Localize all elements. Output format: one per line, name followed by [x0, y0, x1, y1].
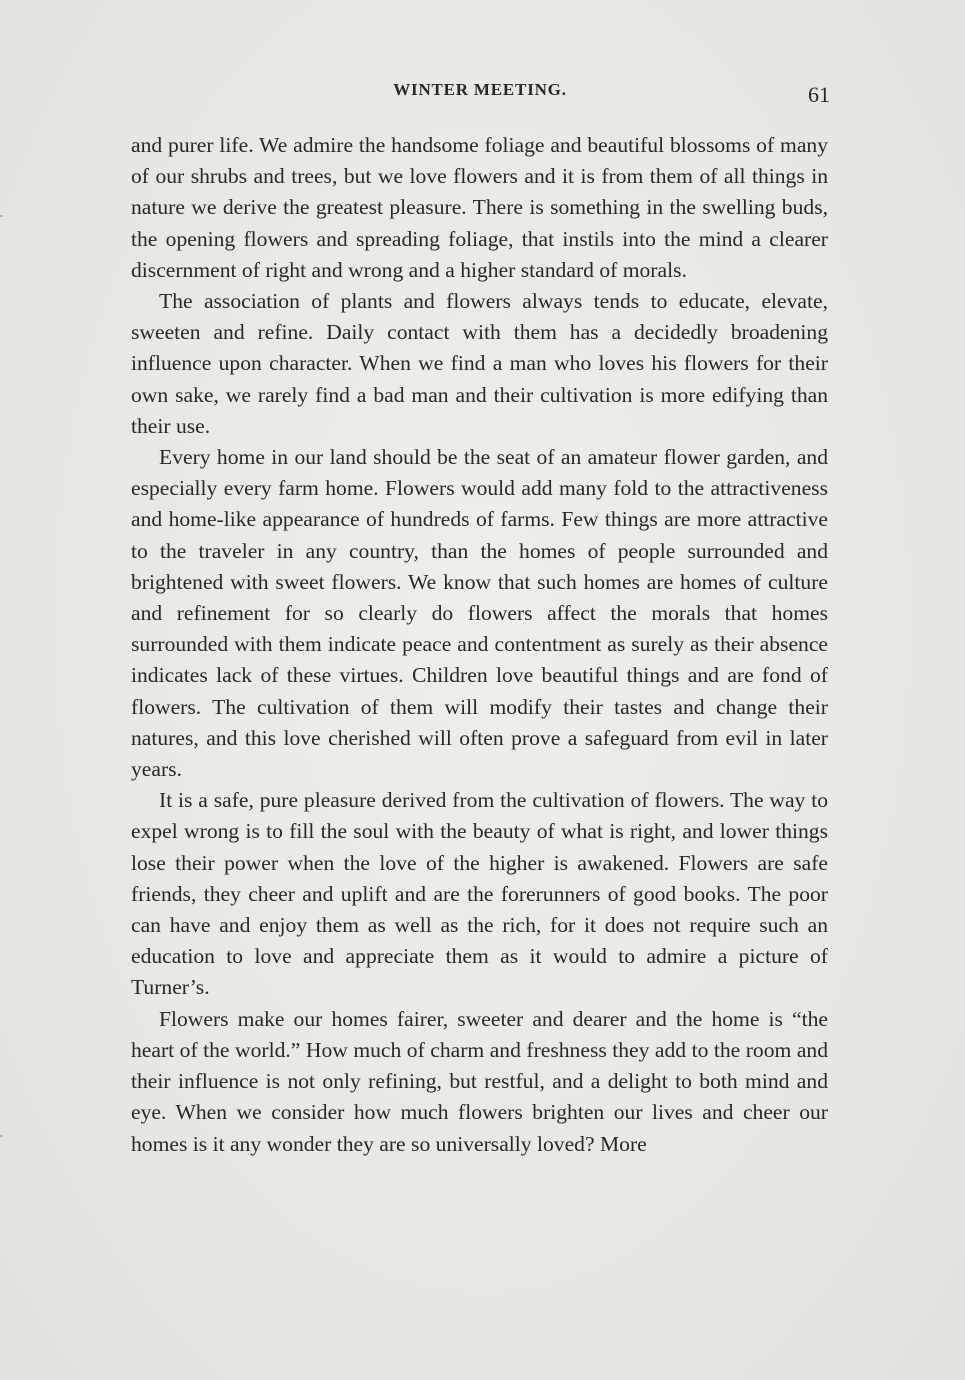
paragraph: The association of plants and flowers always tends to educate, elevate, sweeten and refine. Daily contact with them has a decidedly broadening influence upon character. When we find a man who loves his flowers for their own sake, we rarely find a bad man and their cultivation is more edifying than their use.: [131, 289, 828, 438]
paragraph: Every home in our land should be the seat of an amateur flower garden, and especially every farm home. Flowers would add many fold to the attractiveness and home-like appearance of hundreds of farms. Few things are more attractive to the traveler in any country, than the homes of people surrounded and brightened with sweet flowers. We know that such homes are homes of culture and refinement for so clearly do flowers affect the morals that homes surrounded with them indicate peace and contentment as surely as their absence indicates lack of these virtues. Children love beautiful things and are fond of flowers. The cultivation of them will modify their tastes and change their natures, and this love cherished will often prove a safeguard from evil in later years.: [131, 445, 828, 782]
page-edge-mark: [0, 1135, 3, 1137]
paragraph: Flowers make our homes fairer, sweeter and dearer and the home is “the heart of the world.” How much of charm and freshness they add to the room and their influence is not only refining, but restful, and a delight to both mind and eye. When we consider how much flowers brighten our lives and cheer our homes is it any wonder they are so universally loved? More: [131, 1006, 828, 1156]
body-text: [131, 130, 828, 1160]
paragraph: and purer life. We admire the handsome foliage and beautiful blossoms of many of our shrubs and trees, but we love flowers and it is from them of all things in nature we derive the greatest pleasure. There is something in the swelling buds, the opening flowers and spreading foliage, that instils into the mind a clearer discernment of right and wrong and a higher standard of morals.: [131, 133, 828, 282]
running-head: WINTER MEETING.: [393, 80, 567, 99]
page-edge-mark: [0, 215, 3, 217]
paragraph: It is a safe, pure pleasure derived from the cultivation of flowers. The way to expel wrong is to fill the soul with the beauty of what is right, and lower things lose their power when the love of the higher is awakened. Flowers are safe friends, they cheer and uplift and are the forerunners of good books. The poor can have and enjoy them as well as the rich, for it does not require such an education to love and appreciate them as it would to admire a picture of Turner’s.: [131, 788, 828, 1000]
page-number: 61: [808, 82, 830, 107]
page-header: [130, 78, 830, 112]
